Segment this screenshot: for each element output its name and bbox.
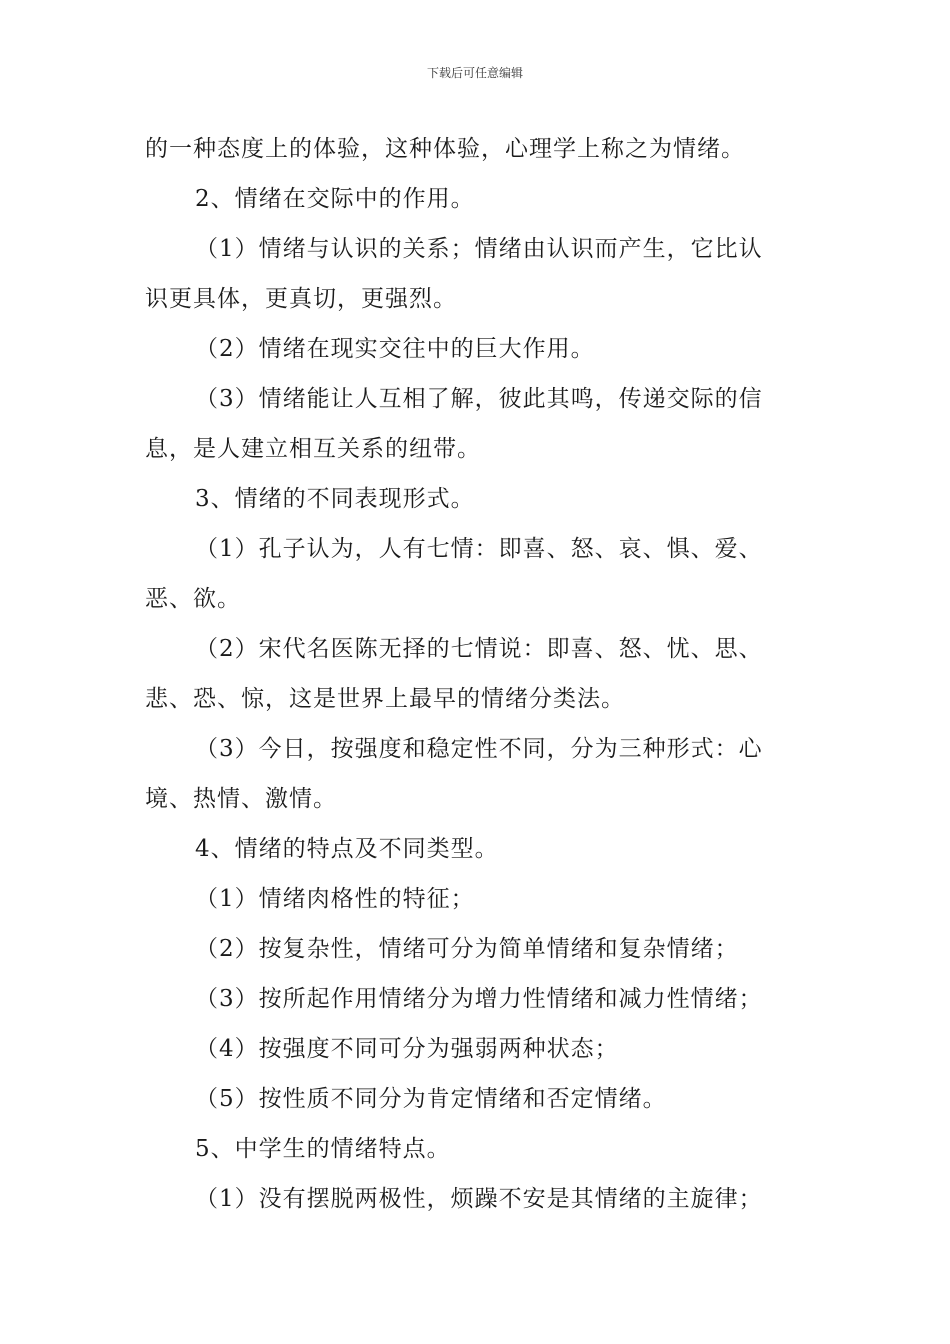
text-line: （2）宋代名医陈无择的七情说：即喜、怒、忧、思、 <box>195 636 763 662</box>
text-line: （3）按所起作用情绪分为增力性情绪和减力性情绪； <box>195 986 763 1012</box>
text-line: （2）按复杂性，情绪可分为简单情绪和复杂情绪； <box>195 936 739 962</box>
text-line: （5）按性质不同分为肯定情绪和否定情绪。 <box>195 1086 667 1112</box>
text-line: 3、情绪的不同表现形式。 <box>195 486 475 512</box>
text-line: 4、情绪的特点及不同类型。 <box>195 836 499 862</box>
text-line: （3）情绪能让人互相了解，彼此其鸣，传递交际的信 <box>195 386 763 412</box>
text-line: （4）按强度不同可分为强弱两种状态； <box>195 1036 619 1062</box>
text-line: （1）孔子认为，人有七情：即喜、怒、哀、惧、爱、 <box>195 536 763 562</box>
text-line: （1）情绪与认识的关系；情绪由认识而产生，它比认 <box>195 236 763 262</box>
text-line: 的一种态度上的体验，这种体验，心理学上称之为情绪。 <box>145 136 745 162</box>
text-line: 2、情绪在交际中的作用。 <box>195 186 475 212</box>
page-header: 下载后可任意编辑 <box>426 66 523 80</box>
text-line: 境、热情、激情。 <box>145 786 337 812</box>
text-line: 识更具体，更真切，更强烈。 <box>145 286 457 312</box>
text-line: 5、中学生的情绪特点。 <box>195 1136 451 1162</box>
text-line: 息，是人建立相互关系的纽带。 <box>145 436 481 462</box>
text-line: （2）情绪在现实交往中的巨大作用。 <box>195 336 595 362</box>
text-line: （3）今日，按强度和稳定性不同，分为三种形式：心 <box>195 736 763 762</box>
text-line: 恶、欲。 <box>145 586 241 612</box>
text-line: （1）情绪肉格性的特征； <box>195 886 475 912</box>
text-line: 悲、恐、惊，这是世界上最早的情绪分类法。 <box>145 686 625 712</box>
text-line: （1）没有摆脱两极性，烦躁不安是其情绪的主旋律； <box>195 1186 763 1212</box>
